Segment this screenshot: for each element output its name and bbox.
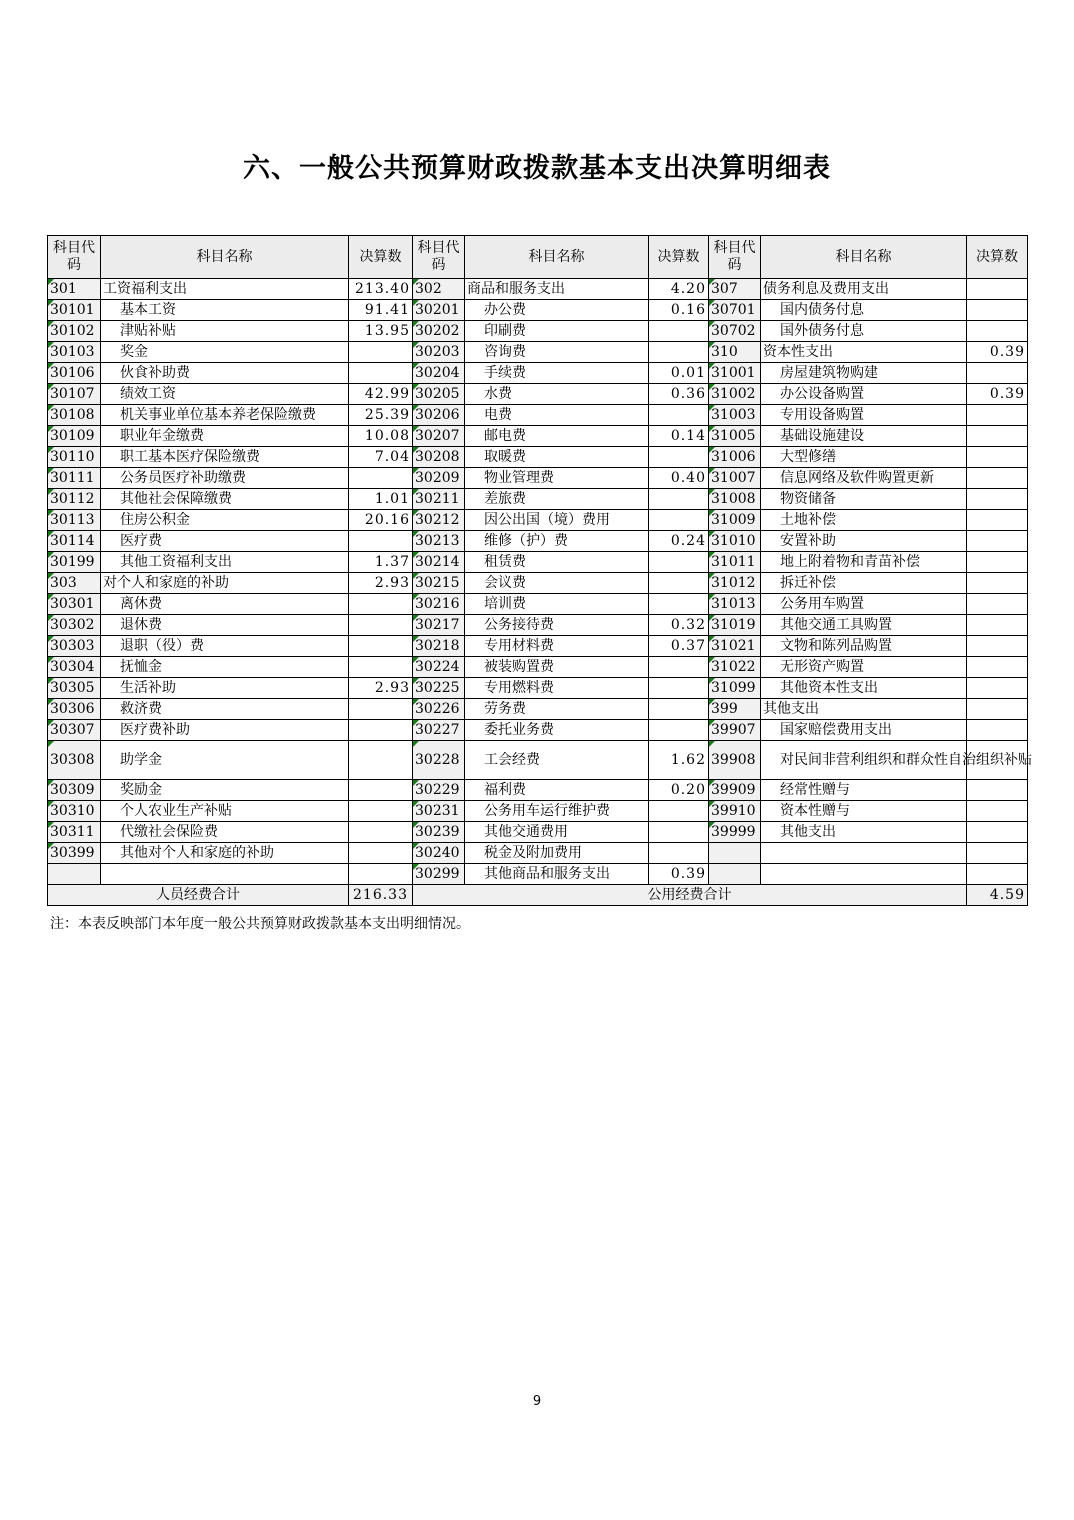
subject-code-cell: 31099	[709, 678, 761, 699]
subject-code-cell: 39908	[709, 741, 761, 780]
amount-cell	[967, 321, 1028, 342]
table-row	[48, 699, 1028, 720]
amount-cell: 2.93	[349, 573, 413, 594]
table-note: 注：本表反映部门本年度一般公共预算财政拨款基本支出明细情况。	[50, 916, 470, 932]
subject-name-cell: 医疗费	[101, 531, 349, 552]
amount-cell: 20.16	[349, 510, 413, 531]
amount-cell	[649, 510, 709, 531]
subject-name-cell: 专用材料费	[465, 636, 649, 657]
table-row	[48, 531, 1028, 552]
subject-code-cell: 30203	[413, 342, 465, 363]
subject-code-cell: 30308	[48, 741, 101, 780]
subject-code-cell: 30111	[48, 468, 101, 489]
subject-name-cell: 对个人和家庭的补助	[101, 573, 349, 594]
subject-code-cell: 303	[48, 573, 101, 594]
subject-code-cell: 30110	[48, 447, 101, 468]
amount-cell	[967, 780, 1028, 801]
subject-name-cell: 其他支出	[761, 822, 967, 843]
subject-name-cell: 物业管理费	[465, 468, 649, 489]
subject-code-cell: 30108	[48, 405, 101, 426]
table-row	[48, 720, 1028, 741]
subject-name-cell: 国家赔偿费用支出	[761, 720, 967, 741]
subject-code-cell: 30215	[413, 573, 465, 594]
subject-name-cell: 邮电费	[465, 426, 649, 447]
table-row	[48, 342, 1028, 363]
subject-code-cell: 30103	[48, 342, 101, 363]
amount-cell	[349, 615, 413, 636]
header-name-3: 科目名称	[761, 236, 967, 279]
amount-cell	[649, 552, 709, 573]
subject-name-cell: 退职（役）费	[101, 636, 349, 657]
subject-name-cell: 被装购置费	[465, 657, 649, 678]
subject-name-cell: 退休费	[101, 615, 349, 636]
subject-name-cell: 税金及附加费用	[465, 843, 649, 864]
subject-code-cell: 310	[709, 342, 761, 363]
table-row	[48, 822, 1028, 843]
table-row	[48, 741, 1028, 780]
subject-code-cell: 30302	[48, 615, 101, 636]
amount-cell	[649, 657, 709, 678]
amount-cell: 0.36	[649, 384, 709, 405]
subject-code-cell: 30228	[413, 741, 465, 780]
amount-cell	[967, 300, 1028, 321]
subject-name-cell: 住房公积金	[101, 510, 349, 531]
table-row	[48, 615, 1028, 636]
subject-code-cell: 30309	[48, 780, 101, 801]
amount-cell: 0.39	[649, 864, 709, 885]
subject-name-cell: 国外债务付息	[761, 321, 967, 342]
table-row	[48, 678, 1028, 699]
subject-name-cell: 公务用车购置	[761, 594, 967, 615]
amount-cell: 0.01	[649, 363, 709, 384]
subject-name-cell: 其他交通费用	[465, 822, 649, 843]
subject-name-cell: 电费	[465, 405, 649, 426]
amount-cell: 10.08	[349, 426, 413, 447]
amount-cell: 1.37	[349, 552, 413, 573]
subject-name-cell: 取暖费	[465, 447, 649, 468]
header-code-1: 科目代码	[48, 236, 101, 279]
table-row	[48, 552, 1028, 573]
subject-code-cell: 30307	[48, 720, 101, 741]
subject-code-cell: 30306	[48, 699, 101, 720]
subject-name-cell: 差旅费	[465, 489, 649, 510]
subject-name-cell: 劳务费	[465, 699, 649, 720]
subject-name-cell: 手续费	[465, 363, 649, 384]
subject-code-cell: 31006	[709, 447, 761, 468]
subject-name-cell: 职业年金缴费	[101, 426, 349, 447]
amount-cell	[349, 699, 413, 720]
amount-cell	[967, 489, 1028, 510]
subject-name-cell: 其他工资福利支出	[101, 552, 349, 573]
amount-cell	[349, 594, 413, 615]
subject-name-cell: 个人农业生产补贴	[101, 801, 349, 822]
subject-code-cell	[709, 864, 761, 885]
subject-code-cell: 30305	[48, 678, 101, 699]
subject-name-cell	[761, 843, 967, 864]
amount-cell	[967, 426, 1028, 447]
subject-code-cell: 30102	[48, 321, 101, 342]
header-name-1: 科目名称	[101, 236, 349, 279]
subject-code-cell: 30216	[413, 594, 465, 615]
subject-code-cell: 31001	[709, 363, 761, 384]
subject-name-cell	[101, 864, 349, 885]
subject-name-cell: 因公出国（境）费用	[465, 510, 649, 531]
table-row	[48, 780, 1028, 801]
amount-cell: 0.32	[649, 615, 709, 636]
subject-code-cell	[48, 864, 101, 885]
subject-name-cell: 经常性赠与	[761, 780, 967, 801]
table-row	[48, 426, 1028, 447]
subject-name-cell: 无形资产购置	[761, 657, 967, 678]
amount-cell	[349, 741, 413, 780]
totals-row	[48, 885, 1028, 906]
amount-cell: 25.39	[349, 405, 413, 426]
amount-cell	[649, 822, 709, 843]
subject-code-cell: 31011	[709, 552, 761, 573]
amount-cell	[967, 363, 1028, 384]
header-amount-2: 决算数	[649, 236, 709, 279]
subject-code-cell: 30106	[48, 363, 101, 384]
subject-code-cell: 30224	[413, 657, 465, 678]
header-amount-3: 决算数	[967, 236, 1028, 279]
table-row	[48, 489, 1028, 510]
subject-name-cell: 福利费	[465, 780, 649, 801]
subject-name-cell: 抚恤金	[101, 657, 349, 678]
amount-cell	[349, 636, 413, 657]
subject-name-cell: 文物和陈列品购置	[761, 636, 967, 657]
amount-cell	[649, 594, 709, 615]
amount-cell: 0.39	[967, 384, 1028, 405]
amount-cell	[349, 342, 413, 363]
table-body	[48, 279, 1032, 885]
subject-name-cell: 安置补助	[761, 531, 967, 552]
subject-code-cell: 31010	[709, 531, 761, 552]
amount-cell	[967, 822, 1028, 843]
subject-name-cell: 工会经费	[465, 741, 649, 780]
subject-code-cell: 30112	[48, 489, 101, 510]
subject-code-cell: 30209	[413, 468, 465, 489]
subject-code-cell: 30304	[48, 657, 101, 678]
amount-cell	[967, 864, 1028, 885]
subject-name-cell: 地上附着物和青苗补偿	[761, 552, 967, 573]
subject-name-cell: 土地补偿	[761, 510, 967, 531]
subject-code-cell: 30208	[413, 447, 465, 468]
subject-code-cell: 31008	[709, 489, 761, 510]
subject-name-cell: 拆迁补偿	[761, 573, 967, 594]
subject-code-cell: 30217	[413, 615, 465, 636]
public-total-value: 4.59	[967, 885, 1028, 906]
amount-cell: 0.20	[649, 780, 709, 801]
subject-name-cell: 专用燃料费	[465, 678, 649, 699]
table-row	[48, 510, 1028, 531]
subject-name-cell: 房屋建筑物购建	[761, 363, 967, 384]
subject-name-cell: 维修（护）费	[465, 531, 649, 552]
subject-name-cell: 职工基本医疗保险缴费	[101, 447, 349, 468]
subject-code-cell: 30109	[48, 426, 101, 447]
amount-cell	[649, 405, 709, 426]
amount-cell	[349, 801, 413, 822]
subject-name-cell: 基本工资	[101, 300, 349, 321]
subject-name-cell: 绩效工资	[101, 384, 349, 405]
amount-cell	[649, 720, 709, 741]
amount-cell	[967, 405, 1028, 426]
subject-name-cell	[761, 864, 967, 885]
amount-cell	[649, 801, 709, 822]
table-row	[48, 384, 1028, 405]
subject-code-cell: 30231	[413, 801, 465, 822]
subject-code-cell: 30199	[48, 552, 101, 573]
subject-code-cell: 31013	[709, 594, 761, 615]
subject-name-cell: 债务利息及费用支出	[761, 279, 967, 300]
subject-code-cell: 39909	[709, 780, 761, 801]
amount-cell	[349, 864, 413, 885]
subject-name-cell: 租赁费	[465, 552, 649, 573]
subject-code-cell: 30114	[48, 531, 101, 552]
amount-cell	[967, 510, 1028, 531]
subject-name-cell: 公务员医疗补助缴费	[101, 468, 349, 489]
subject-name-cell: 国内债务付息	[761, 300, 967, 321]
subject-code-cell: 30226	[413, 699, 465, 720]
subject-name-cell: 对民间非营利组织和群众性自治组织补贴	[761, 741, 967, 780]
subject-code-cell: 31007	[709, 468, 761, 489]
amount-cell	[967, 552, 1028, 573]
subject-code-cell: 302	[413, 279, 465, 300]
subject-code-cell: 30240	[413, 843, 465, 864]
subject-name-cell: 离休费	[101, 594, 349, 615]
table-row	[48, 405, 1028, 426]
subject-code-cell: 31012	[709, 573, 761, 594]
amount-cell	[967, 636, 1028, 657]
amount-cell	[649, 699, 709, 720]
amount-cell	[649, 342, 709, 363]
table-row	[48, 447, 1028, 468]
subject-name-cell: 津贴补贴	[101, 321, 349, 342]
subject-name-cell: 工资福利支出	[101, 279, 349, 300]
subject-code-cell: 30301	[48, 594, 101, 615]
subject-name-cell: 公务用车运行维护费	[465, 801, 649, 822]
amount-cell	[349, 720, 413, 741]
subject-code-cell: 30311	[48, 822, 101, 843]
table-row	[48, 636, 1028, 657]
table-header-row	[48, 236, 1028, 279]
amount-cell	[649, 573, 709, 594]
amount-cell	[967, 678, 1028, 699]
subject-code-cell: 399	[709, 699, 761, 720]
subject-name-cell: 机关事业单位基本养老保险缴费	[101, 405, 349, 426]
amount-cell: 1.62	[649, 741, 709, 780]
amount-cell	[349, 531, 413, 552]
amount-cell	[967, 699, 1028, 720]
subject-code-cell: 30107	[48, 384, 101, 405]
subject-code-cell: 31009	[709, 510, 761, 531]
header-amount-1: 决算数	[349, 236, 413, 279]
subject-name-cell: 其他社会保障缴费	[101, 489, 349, 510]
subject-code-cell: 31005	[709, 426, 761, 447]
amount-cell	[967, 843, 1028, 864]
amount-cell	[967, 594, 1028, 615]
amount-cell: 42.99	[349, 384, 413, 405]
amount-cell: 213.40	[349, 279, 413, 300]
subject-name-cell: 商品和服务支出	[465, 279, 649, 300]
amount-cell: 0.14	[649, 426, 709, 447]
subject-name-cell: 资本性支出	[761, 342, 967, 363]
table-row	[48, 573, 1028, 594]
subject-name-cell: 奖励金	[101, 780, 349, 801]
amount-cell: 0.39	[967, 342, 1028, 363]
subject-name-cell: 伙食补助费	[101, 363, 349, 384]
subject-name-cell: 其他交通工具购置	[761, 615, 967, 636]
subject-code-cell: 31021	[709, 636, 761, 657]
amount-cell: 7.04	[349, 447, 413, 468]
amount-cell: 13.95	[349, 321, 413, 342]
table-row	[48, 279, 1028, 300]
amount-cell	[349, 468, 413, 489]
subject-code-cell: 30213	[413, 531, 465, 552]
amount-cell	[967, 615, 1028, 636]
subject-code-cell: 30299	[413, 864, 465, 885]
subject-code-cell: 307	[709, 279, 761, 300]
subject-code-cell: 30229	[413, 780, 465, 801]
amount-cell	[349, 657, 413, 678]
subject-name-cell: 印刷费	[465, 321, 649, 342]
amount-cell	[649, 321, 709, 342]
subject-name-cell: 医疗费补助	[101, 720, 349, 741]
amount-cell	[967, 279, 1028, 300]
table-row	[48, 594, 1028, 615]
amount-cell	[967, 573, 1028, 594]
subject-name-cell: 水费	[465, 384, 649, 405]
table-row	[48, 864, 1028, 885]
amount-cell	[349, 780, 413, 801]
subject-code-cell: 30205	[413, 384, 465, 405]
subject-name-cell: 其他商品和服务支出	[465, 864, 649, 885]
subject-code-cell: 30202	[413, 321, 465, 342]
subject-code-cell: 30225	[413, 678, 465, 699]
table-row	[48, 321, 1028, 342]
subject-name-cell: 其他对个人和家庭的补助	[101, 843, 349, 864]
amount-cell	[649, 843, 709, 864]
subject-code-cell: 30201	[413, 300, 465, 321]
amount-cell	[967, 801, 1028, 822]
table-row	[48, 801, 1028, 822]
subject-code-cell: 30702	[709, 321, 761, 342]
subject-name-cell: 信息网络及软件购置更新	[761, 468, 967, 489]
subject-code-cell: 30227	[413, 720, 465, 741]
subject-code-cell: 31003	[709, 405, 761, 426]
amount-cell	[349, 363, 413, 384]
subject-code-cell: 30204	[413, 363, 465, 384]
subject-code-cell: 30701	[709, 300, 761, 321]
subject-name-cell: 大型修缮	[761, 447, 967, 468]
subject-code-cell: 301	[48, 279, 101, 300]
subject-name-cell: 资本性赠与	[761, 801, 967, 822]
amount-cell	[349, 822, 413, 843]
table-row	[48, 843, 1028, 864]
subject-name-cell: 物资储备	[761, 489, 967, 510]
subject-code-cell: 39999	[709, 822, 761, 843]
amount-cell	[649, 447, 709, 468]
subject-name-cell: 培训费	[465, 594, 649, 615]
subject-name-cell: 公务接待费	[465, 615, 649, 636]
subject-name-cell: 助学金	[101, 741, 349, 780]
subject-name-cell: 生活补助	[101, 678, 349, 699]
subject-name-cell: 基础设施建设	[761, 426, 967, 447]
subject-name-cell: 办公设备购置	[761, 384, 967, 405]
amount-cell: 0.24	[649, 531, 709, 552]
public-total-label: 公用经费合计	[413, 885, 967, 906]
subject-name-cell: 奖金	[101, 342, 349, 363]
subject-code-cell: 30101	[48, 300, 101, 321]
subject-name-cell: 咨询费	[465, 342, 649, 363]
subject-name-cell: 代缴社会保险费	[101, 822, 349, 843]
subject-code-cell: 30113	[48, 510, 101, 531]
amount-cell	[967, 468, 1028, 489]
amount-cell	[649, 678, 709, 699]
amount-cell	[967, 531, 1028, 552]
table-row	[48, 657, 1028, 678]
table-row	[48, 363, 1028, 384]
subject-code-cell: 30207	[413, 426, 465, 447]
amount-cell: 0.40	[649, 468, 709, 489]
subject-code-cell: 39907	[709, 720, 761, 741]
subject-name-cell: 专用设备购置	[761, 405, 967, 426]
page-number: 9	[532, 1394, 542, 1409]
subject-name-cell: 办公费	[465, 300, 649, 321]
expenditure-table	[47, 235, 1032, 906]
page-title: 六、一般公共预算财政拨款基本支出决算明细表	[243, 153, 831, 184]
header-name-2: 科目名称	[465, 236, 649, 279]
amount-cell: 0.16	[649, 300, 709, 321]
subject-code-cell: 30310	[48, 801, 101, 822]
amount-cell	[967, 657, 1028, 678]
subject-code-cell: 39910	[709, 801, 761, 822]
subject-code-cell: 30214	[413, 552, 465, 573]
subject-code-cell: 30212	[413, 510, 465, 531]
subject-code-cell: 30399	[48, 843, 101, 864]
header-code-3: 科目代码	[709, 236, 761, 279]
subject-name-cell: 其他资本性支出	[761, 678, 967, 699]
personnel-total-value: 216.33	[349, 885, 413, 906]
subject-code-cell: 31022	[709, 657, 761, 678]
amount-cell	[649, 489, 709, 510]
subject-code-cell: 30211	[413, 489, 465, 510]
amount-cell	[349, 843, 413, 864]
amount-cell: 4.20	[649, 279, 709, 300]
subject-code-cell: 30206	[413, 405, 465, 426]
subject-code-cell: 31002	[709, 384, 761, 405]
subject-code-cell: 30239	[413, 822, 465, 843]
amount-cell	[967, 720, 1028, 741]
subject-code-cell: 31019	[709, 615, 761, 636]
table-row	[48, 300, 1028, 321]
subject-name-cell: 其他支出	[761, 699, 967, 720]
amount-cell: 0.37	[649, 636, 709, 657]
personnel-total-label: 人员经费合计	[48, 885, 349, 906]
amount-cell: 91.41	[349, 300, 413, 321]
amount-cell: 2.93	[349, 678, 413, 699]
subject-name-cell: 会议费	[465, 573, 649, 594]
subject-code-cell	[709, 843, 761, 864]
amount-cell	[967, 447, 1028, 468]
amount-cell: 1.01	[349, 489, 413, 510]
table-row	[48, 468, 1028, 489]
subject-code-cell: 30218	[413, 636, 465, 657]
header-code-2: 科目代码	[413, 236, 465, 279]
subject-code-cell: 30303	[48, 636, 101, 657]
subject-name-cell: 救济费	[101, 699, 349, 720]
subject-name-cell: 委托业务费	[465, 720, 649, 741]
